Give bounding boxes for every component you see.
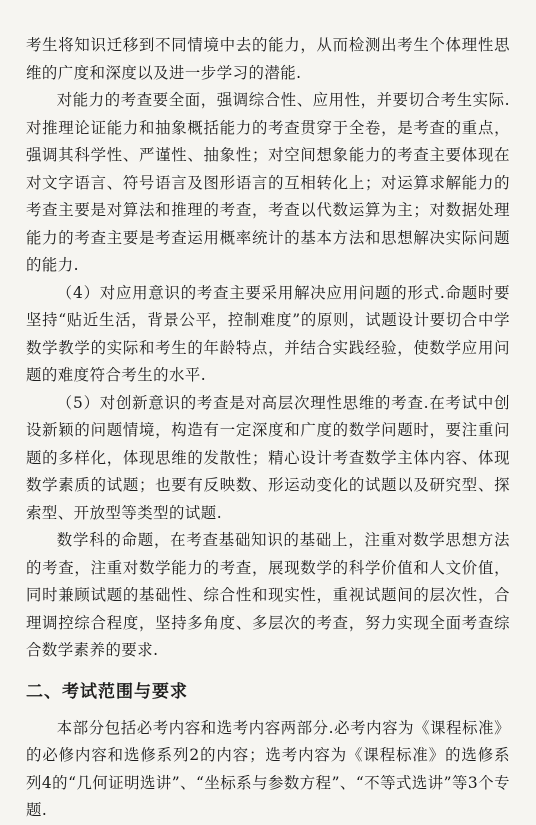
paragraph-exam-content: 本部分包括必考内容和选考内容两部分.必考内容为《课程标准》的必修内容和选修系列2的内容；选考内容为《课程标准》的选修系列4的“几何证明选讲”、“坐标系与参数方程”、“不等式选讲”等3个专题. <box>26 718 510 819</box>
paragraph-math-proposition: 数学科的命题，在考查基础知识的基础上，注重对数学思想方法的考查，注重对数学能力的考查，展现数学的科学价值和人文价值，同时兼顾试题的基础性、综合性和现实性，重视试题间的层次性，合理调控综合程度，坚持多角度、多层次的考查，努力实现全面考查综合数学素养的要求. <box>26 531 510 659</box>
paragraph-application-awareness: （4）对应用意识的考查主要采用解决应用问题的形式.命题时要坚持“贴近生活，背景公平，控制难度”的原则，试题设计要切合中学数学教学的实际和考生的年龄特点，并结合实践经验，使数学应用问题的难度符合考生的水平. <box>26 283 510 384</box>
section-heading-exam-scope: 二、考试范围与要求 <box>26 681 188 702</box>
paragraph-intro-continued: 考生将知识迁移到不同情境中去的能力，从而检测出考生个体理性思维的广度和深度以及进一步学习的潜能. <box>26 36 510 82</box>
paragraph-ability-assessment: 对能力的考查要全面，强调综合性、应用性，并要切合考生实际.对推理论证能力和抽象概括能力的考查贯穿于全卷，是考查的重点，强调其科学性、严谨性、抽象性；对空间想象能力的考查主要体现在对文字语言、符号语言及图形语言的互相转化上；对运算求解能力的考查主要是对算法和推理的考查，考查以代数运算为主；对数据处理能力的考查主要是考查运用概率统计的基本方法和思想解决实际问题的能力. <box>26 91 510 274</box>
document-page <box>26 32 510 825</box>
paragraph-innovation-awareness: （5）对创新意识的考查是对高层次理性思维的考查.在考试中创设新颖的问题情境，构造有一定深度和广度的数学问题时，要注重问题的多样化，体现思维的发散性；精心设计考查数学主体内容、体现数学素质的试题；也要有反映数、形运动变化的试题以及研究型、探索型、开放型等类型的试题. <box>26 393 510 522</box>
